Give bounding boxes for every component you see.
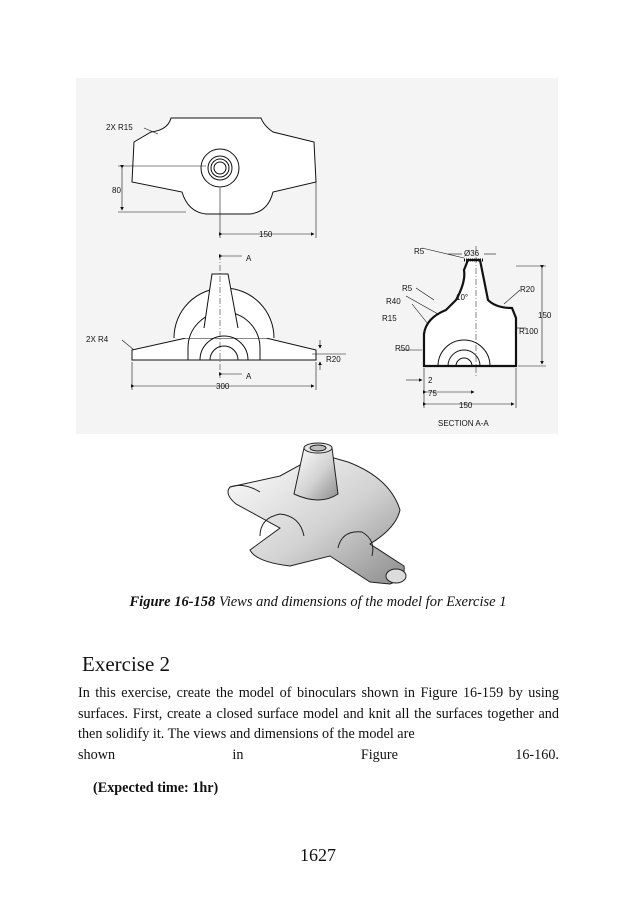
section-mark-bottom: A — [246, 372, 252, 381]
dim-front-radius: R20 — [326, 355, 341, 364]
word-figure: Figure — [360, 746, 398, 763]
dim-section-r5-top: R5 — [414, 247, 425, 256]
paragraph-text: In this exercise, create the model of binoculars shown in Figure 16-159 by using surfaces. First, create a closed surface model and knit all the surfaces together and then solidify it. The views and dimensions of the model are — [78, 685, 559, 743]
dim-section-75: 75 — [428, 389, 437, 398]
dim-section-angle: 10° — [456, 293, 469, 302]
dim-section-r50: R50 — [395, 344, 410, 353]
technical-drawing — [76, 78, 558, 434]
dim-section-r15: R15 — [382, 314, 397, 323]
dim-section-r5: R5 — [402, 284, 413, 293]
paragraph-last-line — [78, 745, 559, 766]
dim-front-width: 300 — [216, 382, 230, 391]
exercise-paragraph — [78, 683, 559, 765]
top-view — [118, 118, 316, 238]
figure-drawing — [76, 78, 558, 434]
expected-time: (Expected time: 1hr) — [93, 780, 219, 796]
dim-top-radius: 2X R15 — [106, 123, 133, 132]
dim-front-fillet: 2X R4 — [86, 335, 109, 344]
page-number: 1627 — [300, 845, 336, 865]
dim-section-r40: R40 — [386, 297, 401, 306]
section-mark-top: A — [246, 254, 252, 263]
dim-section-2: 2 — [428, 376, 433, 385]
figure-caption — [0, 594, 636, 611]
word-in: in — [232, 746, 244, 763]
front-view — [122, 254, 346, 390]
exercise-heading: Exercise 2 — [82, 652, 171, 676]
dim-section-r20: R20 — [520, 285, 535, 294]
dim-top-width: 150 — [259, 230, 273, 239]
dim-section-height: 150 — [538, 311, 552, 320]
word-shown: shown — [78, 746, 116, 763]
dim-section-r100: R100 — [519, 327, 539, 336]
word-figure-number: 16-160. — [515, 746, 559, 763]
section-title: SECTION A-A — [438, 419, 489, 428]
isometric-model — [220, 432, 420, 592]
dim-top-height: 80 — [112, 186, 121, 195]
caption-text: Views and dimensions of the model for Exercise 1 — [215, 594, 507, 610]
dim-section-diameter: Ø36 — [464, 249, 480, 258]
dim-section-150: 150 — [459, 401, 473, 410]
caption-label: Figure 16-158 — [129, 594, 216, 610]
